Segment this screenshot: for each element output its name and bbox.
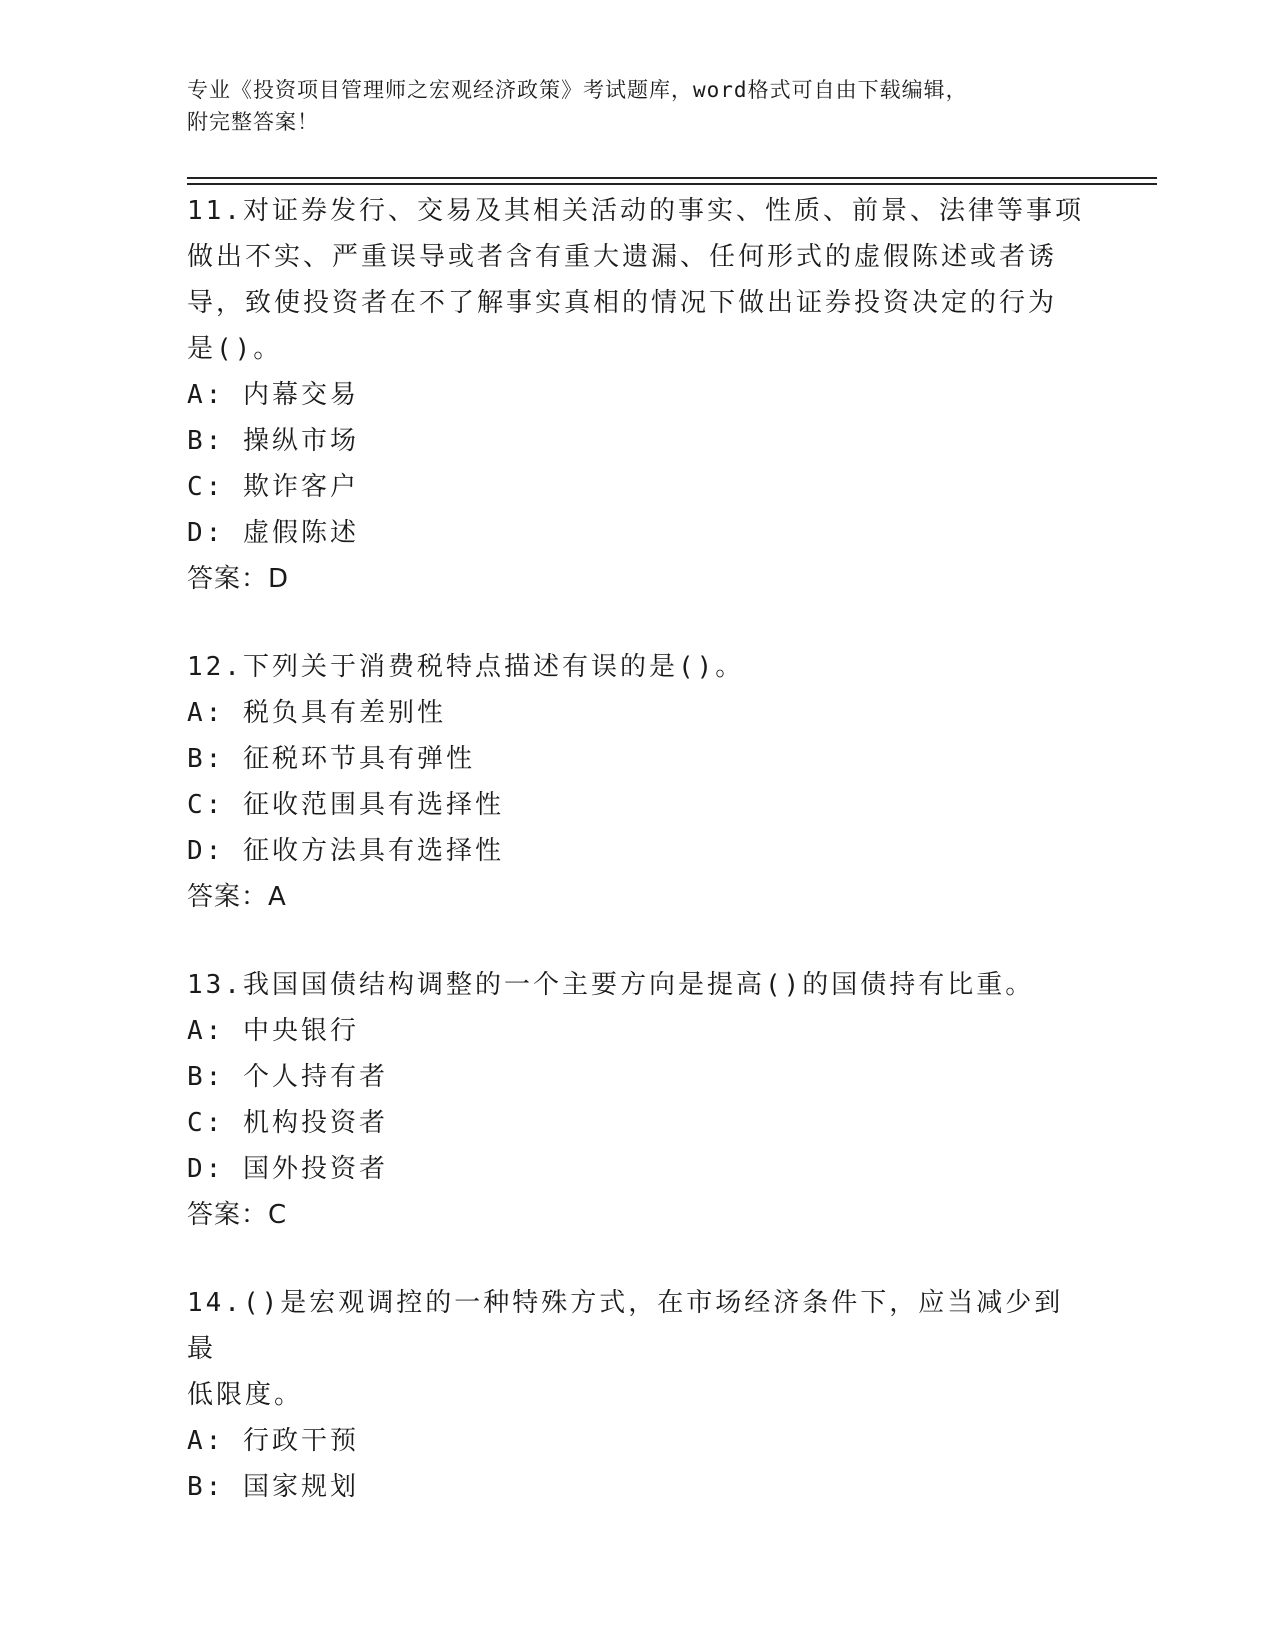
- option-a: A: 内幕交易: [187, 380, 359, 410]
- question-stem: [187, 644, 1087, 690]
- answer-line: 答案：C: [187, 1200, 288, 1230]
- stem-line: 导，致使投资者在不了解事实真相的情况下做出证券投资决定的行为: [187, 288, 1058, 318]
- header-rule-bottom: [187, 183, 1157, 185]
- header-rule-top: [187, 177, 1157, 179]
- option-c: C: 欺诈客户: [187, 472, 359, 502]
- option-a: A: 税负具有差别性: [187, 698, 446, 728]
- question-list: [187, 188, 1087, 1552]
- answer-line: 答案：D: [187, 564, 290, 594]
- question-stem: [187, 188, 1087, 372]
- option-a: A: 中央银行: [187, 1016, 359, 1046]
- option-b: B: 国家规划: [187, 1472, 359, 1502]
- question-11: [187, 188, 1087, 602]
- header-line-2: 附完整答案！: [187, 110, 319, 134]
- option-c: C: 征收范围具有选择性: [187, 790, 504, 820]
- question-stem: [187, 962, 1087, 1008]
- question-14: [187, 1280, 1087, 1510]
- answer-line: 答案：A: [187, 882, 287, 912]
- stem-line: 11.对证券发行、交易及其相关活动的事实、性质、前景、法律等事项: [187, 196, 1084, 226]
- option-b: B: 个人持有者: [187, 1062, 388, 1092]
- option-b: B: 征税环节具有弹性: [187, 744, 475, 774]
- question-12: [187, 644, 1087, 920]
- option-a: A: 行政干预: [187, 1426, 359, 1456]
- question-stem: [187, 1280, 1087, 1418]
- question-13: [187, 962, 1087, 1238]
- stem-line: 13.我国国债结构调整的一个主要方向是提高()的国债持有比重。: [187, 970, 1035, 1000]
- option-c: C: 机构投资者: [187, 1108, 388, 1138]
- option-d: D: 征收方法具有选择性: [187, 836, 504, 866]
- stem-line: 14.()是宏观调控的一种特殊方式，在市场经济条件下，应当减少到最: [187, 1288, 1064, 1364]
- stem-line: 做出不实、严重误导或者含有重大遗漏、任何形式的虚假陈述或者诱: [187, 242, 1058, 272]
- option-b: B: 操纵市场: [187, 426, 359, 456]
- stem-line: 低限度。: [187, 1380, 304, 1410]
- stem-line: 是()。: [187, 334, 283, 364]
- option-d: D: 国外投资者: [187, 1154, 388, 1184]
- document-header: [187, 74, 1087, 138]
- option-d: D: 虚假陈述: [187, 518, 359, 548]
- stem-line: 12.下列关于消费税特点描述有误的是()。: [187, 652, 745, 682]
- header-line-1: 专业《投资项目管理师之宏观经济政策》考试题库，word格式可自由下载编辑，: [187, 78, 968, 102]
